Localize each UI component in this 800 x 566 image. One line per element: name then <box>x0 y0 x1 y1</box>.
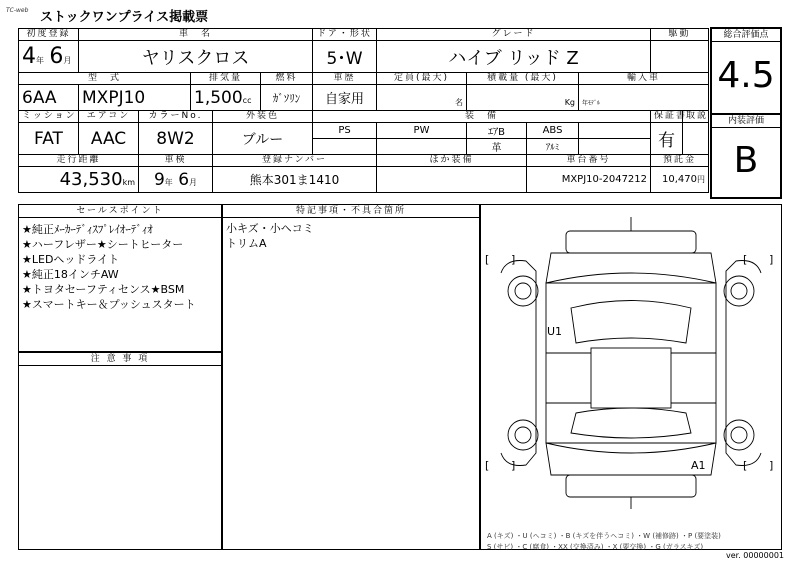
color-no-value: 8W2 <box>139 123 213 155</box>
equip-blank-bottom <box>579 139 651 155</box>
equip-blank-top <box>579 123 651 139</box>
sales-point-item: ★ハーフレザー★シートヒーター <box>22 238 184 251</box>
inspection-value: 9年 6月 <box>139 167 213 193</box>
first-reg-value: 4年 6月 <box>19 41 79 73</box>
manual-value <box>683 123 709 155</box>
remarks-title: 特記事項・不具合箇所 <box>223 205 479 218</box>
sales-point-item: ★スマートキー＆プッシュスタート <box>22 298 196 311</box>
capacity-value: 名 <box>377 85 467 111</box>
svg-text:[: [ <box>743 253 748 266</box>
aircon-value: AAC <box>79 123 139 155</box>
door-shape-value: 5･W <box>313 41 377 73</box>
sales-point-item: ★純正ﾒｰｶｰﾃﾞｨｽﾌﾟﾚｲｵｰﾃﾞｨｵ <box>22 223 153 236</box>
plate-value: 熊本301ま1410 <box>213 167 377 193</box>
model-label: 型 式 <box>19 73 191 85</box>
overall-rating-value: 4.5 <box>717 55 775 96</box>
car-name-label: 車 名 <box>79 29 313 41</box>
remarks-panel <box>222 204 480 550</box>
damage-legend: A (キズ) ・U (ヘコミ) ・B (キズを伴うヘコミ) ・W (補修跡) ・P (要塗装) S (サビ) ・C (腐食) ・XX (交換済み) ・X (要交換) ・G (ガラスキズ) <box>487 532 721 551</box>
vehicle-info-table <box>18 28 709 193</box>
equip-airbag: ｴｱB <box>467 123 527 139</box>
plate-label: 登録ナンバー <box>213 155 377 167</box>
capacity-label: 定員(最大) <box>377 73 467 85</box>
sales-point-item: ★LEDヘッドライト <box>22 253 120 266</box>
tc-web-logo: TC-web <box>6 7 29 14</box>
category-value: 自家用 <box>313 85 377 111</box>
version-label: ver. 00000001 <box>725 551 784 560</box>
damage-mark-a1: A1 <box>691 459 706 472</box>
equip-ps: PS <box>313 123 377 139</box>
svg-text:[: [ <box>485 459 490 472</box>
remark-item: トリムA <box>226 237 267 250</box>
mileage-value: 43,530km <box>19 167 139 193</box>
damage-mark-u1: U1 <box>547 325 563 338</box>
warranty-value: 有 <box>651 123 683 155</box>
sales-points-panel <box>18 204 222 352</box>
inspection-label: 車検 <box>139 155 213 167</box>
page-title: ストックワンプライス掲載票 <box>40 10 209 25</box>
displacement-value: 1,500cc <box>191 85 261 111</box>
grade-label: グレード <box>377 29 651 41</box>
svg-text:]: ] <box>769 253 774 266</box>
exterior-value: ブルー <box>213 123 313 155</box>
model-prefix-value: 6AA <box>19 85 79 111</box>
mission-value: FAT <box>19 123 79 155</box>
mileage-label: 走行距離 <box>19 155 139 167</box>
sales-points-title: セールスポイント <box>19 205 221 218</box>
displacement-label: 排気量 <box>191 73 261 85</box>
equipment-label: 装 備 <box>313 111 651 123</box>
interior-rating-value: B <box>733 140 759 181</box>
category-label: 車歴 <box>313 73 377 85</box>
svg-text:]: ] <box>511 253 516 266</box>
chassis-label: 車台番号 <box>527 155 651 167</box>
equip-bottom-1 <box>313 139 377 155</box>
aircon-label: エアコン <box>79 111 139 123</box>
color-no-label: カラーNo. <box>139 111 213 123</box>
equip-leather: 革 <box>467 139 527 155</box>
import-value: 年ﾓﾃﾞﾙ <box>579 85 709 111</box>
svg-text:]: ] <box>511 459 516 472</box>
load-value: Kg <box>467 85 579 111</box>
car-name-value: ヤリスクロス <box>79 41 313 73</box>
remark-item: 小キズ・小ヘコミ <box>226 222 314 235</box>
model-value: MXPJ10 <box>79 85 191 111</box>
equip-pw: PW <box>377 123 467 139</box>
overall-rating-label: 総合評価点 <box>712 29 780 42</box>
equip-bottom-2 <box>377 139 467 155</box>
notes-panel <box>18 352 222 550</box>
interior-rating-label: 内装評価 <box>712 115 780 128</box>
svg-text:[: [ <box>743 459 748 472</box>
svg-text:[: [ <box>485 253 490 266</box>
notes-title: 注 意 事 項 <box>19 353 221 366</box>
other-equip-label: ほか装備 <box>377 155 527 167</box>
import-label: 輸入車 <box>579 73 709 85</box>
drive-label: 駆動 <box>651 29 709 41</box>
overall-rating-box <box>710 27 782 115</box>
fuel-value: ｶﾞｿﾘﾝ <box>261 85 313 111</box>
mission-label: ミッション <box>19 111 79 123</box>
door-shape-label: ドア・形状 <box>313 29 377 41</box>
sales-point-item: ★純正18インチAW <box>22 268 119 281</box>
grade-value: ハイブ リッド Z <box>377 41 651 73</box>
svg-text:]: ] <box>769 459 774 472</box>
equip-abs: ABS <box>527 123 579 139</box>
exterior-label: 外装色 <box>213 111 313 123</box>
deposit-value: 10,470円 <box>651 167 709 193</box>
sales-point-item: ★トヨタセーフティセンス★BSM <box>22 283 185 296</box>
warranty-label: 保証書 <box>651 111 683 123</box>
car-diagram <box>481 213 781 523</box>
fuel-label: 燃料 <box>261 73 313 85</box>
drive-value <box>651 41 709 73</box>
load-label: 積載量 (最大) <box>467 73 579 85</box>
manual-label: 取説 <box>683 111 709 123</box>
equip-alloy: ｱﾙﾐ <box>527 139 579 155</box>
interior-rating-box <box>710 115 782 199</box>
chassis-value: MXPJ10-2047212 <box>527 167 651 193</box>
first-reg-label: 初度登録 <box>19 29 79 41</box>
other-equip-value <box>377 167 527 193</box>
deposit-label: 預託金 <box>651 155 709 167</box>
car-diagram-panel <box>480 204 782 550</box>
